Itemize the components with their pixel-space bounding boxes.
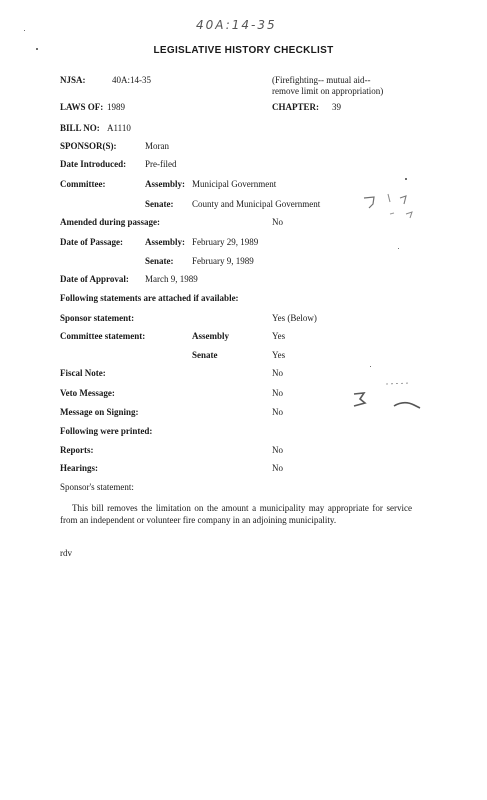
date-introduced-value: Pre-filed [145, 159, 177, 169]
amended-label: Amended during passage: [60, 217, 161, 227]
sponsors-label: SPONSOR(S): [60, 141, 117, 151]
committee-statement-senate-label: Senate [192, 350, 218, 360]
committee-senate-value: County and Municipal Government [192, 199, 321, 209]
fiscal-note-value: No [272, 368, 283, 378]
committee-label: Committee: [60, 179, 106, 189]
chapter-value: 39 [332, 102, 341, 112]
bill-no-label: BILL NO: [60, 123, 100, 133]
hearings-value: No [272, 463, 283, 473]
committee-senate-label: Senate: [145, 199, 174, 209]
printed-heading: Following were printed: [60, 426, 153, 436]
date-introduced-label: Date Introduced: [60, 159, 127, 169]
bill-no-value: A1110 [107, 123, 131, 133]
committee-statement-label: Committee statement: [60, 331, 146, 341]
committee-statement-assembly-label: Assembly [192, 331, 230, 341]
scan-dot [405, 178, 407, 180]
passage-assembly-label: Assembly: [145, 237, 185, 247]
scan-dot [24, 30, 25, 31]
hearings-label: Hearings: [60, 463, 98, 473]
attached-heading: Following statements are attached if available: [60, 293, 239, 303]
chapter-label: CHAPTER: [272, 102, 319, 112]
message-on-signing-value: No [272, 407, 283, 417]
fiscal-note-label: Fiscal Note: [60, 368, 106, 378]
page-title: LEGISLATIVE HISTORY CHECKLIST [153, 45, 334, 56]
scan-smudge-upper [360, 190, 430, 224]
scan-dot [398, 248, 399, 249]
subject-line-1: (Firefighting-- mutual aid-- [272, 75, 371, 85]
veto-message-value: No [272, 388, 283, 398]
laws-of-value: 1989 [107, 102, 125, 112]
laws-of-label: LAWS OF: [60, 102, 104, 112]
sponsor-statement-label: Sponsor statement: [60, 313, 135, 323]
committee-statement-senate-value: Yes [272, 350, 286, 360]
reports-value: No [272, 445, 283, 455]
amended-value: No [272, 217, 283, 227]
message-on-signing-label: Message on Signing: [60, 407, 139, 417]
committee-assembly-label: Assembly: [145, 179, 185, 189]
sponsors-statement-heading: Sponsor's statement: [60, 482, 134, 492]
sponsor-statement-value: Yes (Below) [272, 313, 317, 323]
committee-assembly-value: Municipal Government [192, 179, 277, 189]
typist-initials: rdv [60, 548, 72, 558]
passage-label: Date of Passage: [60, 237, 123, 247]
scan-smudge-lower [350, 378, 430, 414]
sponsors-value: Moran [145, 141, 169, 151]
passage-senate-label: Senate: [145, 256, 174, 266]
njsa-label: NJSA: [60, 75, 86, 85]
scan-dot [36, 48, 38, 50]
passage-senate-value: February 9, 1989 [192, 256, 254, 266]
handwritten-number: 40A:14-35 [196, 18, 277, 32]
njsa-value: 40A:14-35 [112, 75, 151, 85]
veto-message-label: Veto Message: [60, 388, 115, 398]
reports-label: Reports: [60, 445, 94, 455]
passage-assembly-value: February 29, 1989 [192, 237, 259, 247]
subject-line-2: remove limit on appropriation) [272, 86, 384, 96]
committee-statement-assembly-value: Yes [272, 331, 286, 341]
scan-dot [370, 366, 371, 367]
statement-paragraph: This bill removes the limitation on the amount a municipality may appropriate for service from an independent or volunteer fire company in an adjoining municipality. [60, 503, 412, 525]
approval-value: March 9, 1989 [145, 274, 198, 284]
approval-label: Date of Approval: [60, 274, 129, 284]
